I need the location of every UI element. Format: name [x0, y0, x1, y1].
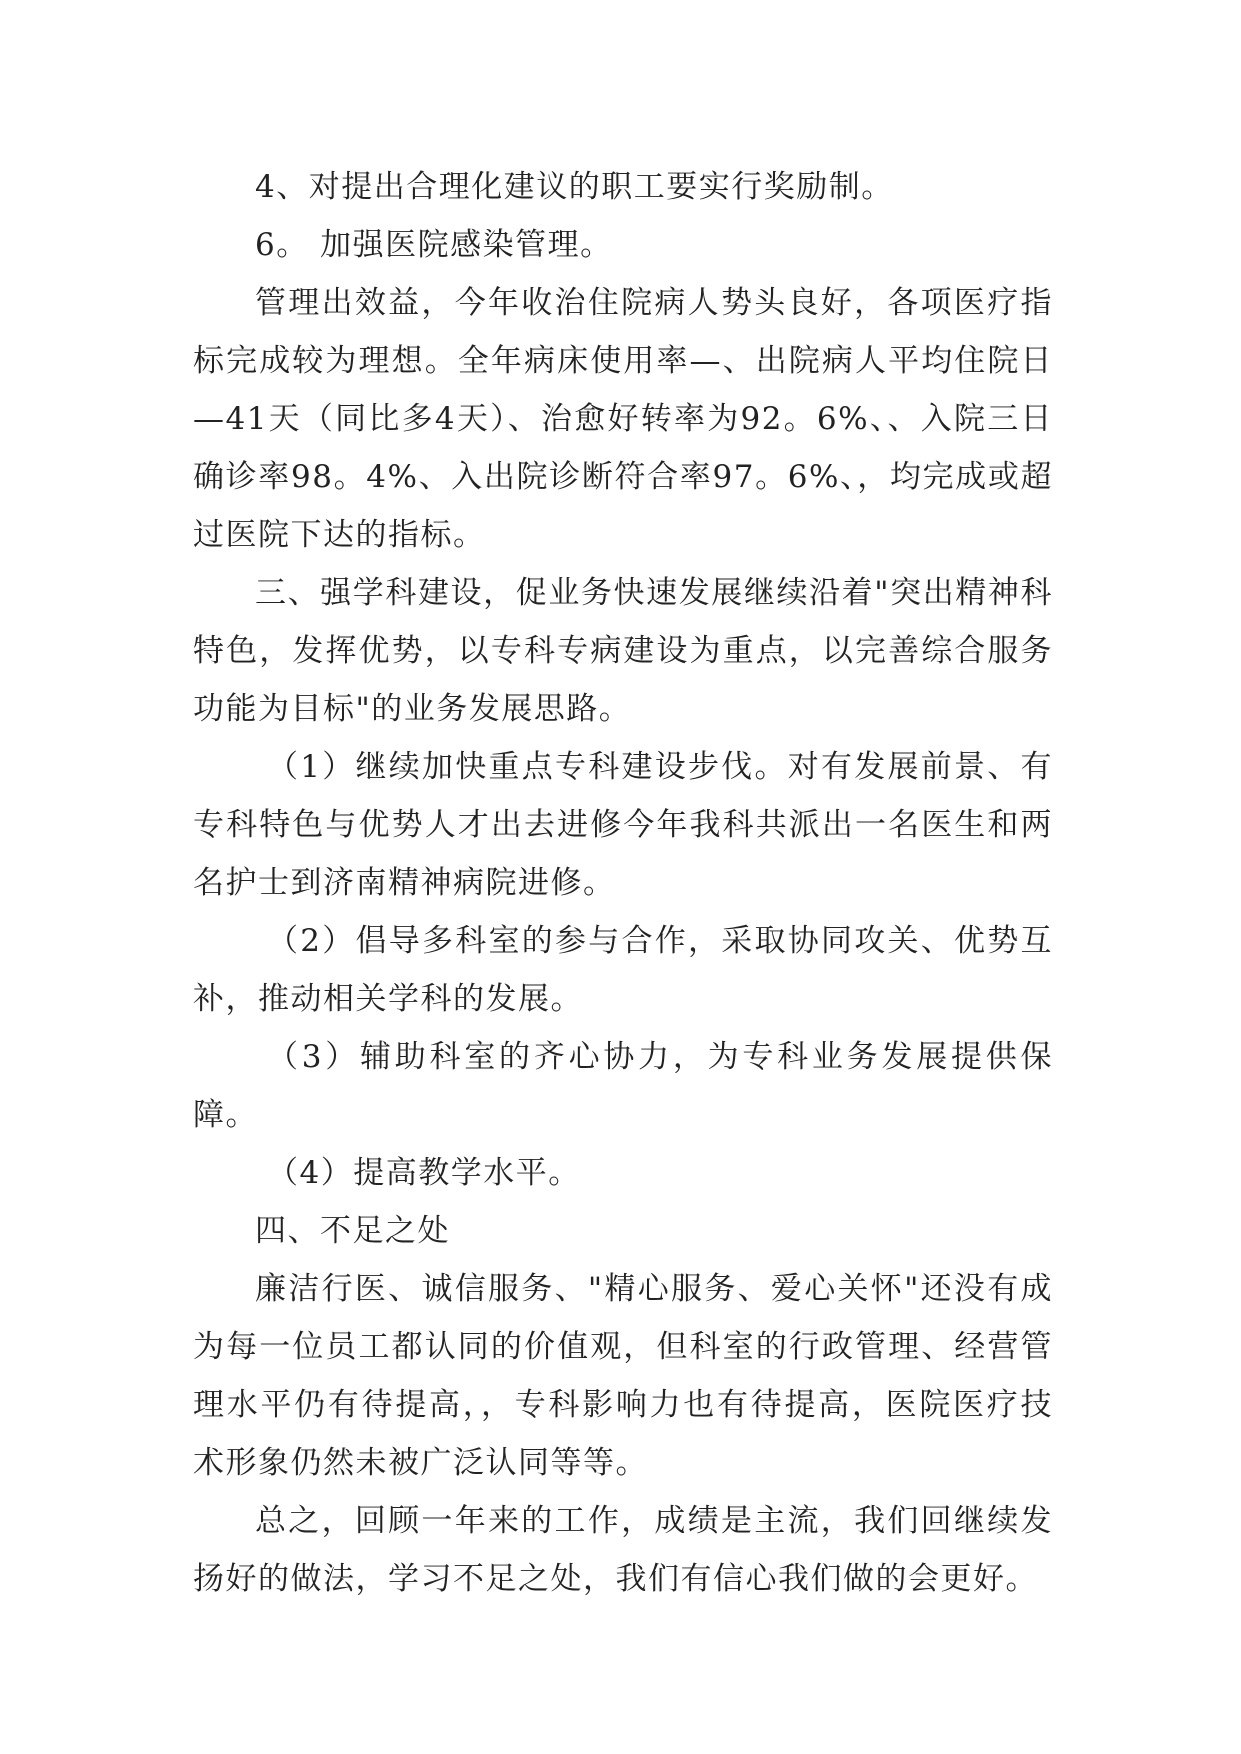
paragraph-conclusion: 总之，回顾一年来的工作，成绩是主流，我们回继续发扬好的做法，学习不足之处，我们有信心我们做的会更好。	[193, 1503, 1053, 1597]
paragraph-sub-2: （2）倡导多科室的参与合作，采取协同攻关、优势互补，推动相关学科的发展。	[193, 923, 1053, 1017]
paragraph-section-three: 三、强学科建设，促业务快速发展继续沿着"突出精神科特色，发挥优势，以专科专病建设为重点，以完善综合服务功能为目标"的业务发展思路。	[193, 575, 1053, 727]
paragraph-management-results: 管理出效益，今年收治住院病人势头良好，各项医疗指标完成较为理想。全年病床使用率—、出院病人平均住院日—41天（同比多4天）、治愈好转率为92。6%、、入院三日确诊率98。4%、入出院诊断符合率97。6%、，均完成或超过医院下达的指标。	[193, 285, 1053, 553]
paragraph-sub-3: （3）辅助科室的齐心协力，为专科业务发展提供保障。	[193, 1039, 1053, 1133]
document-body	[193, 158, 1053, 1608]
paragraph-item-6: 6。 加强医院感染管理。	[255, 227, 613, 263]
paragraph-sub-1: （1）继续加快重点专科建设步伐。对有发展前景、有专科特色与优势人才出去进修今年我科共派出一名医生和两名护士到济南精神病院进修。	[193, 749, 1053, 901]
paragraph-item-4: 4、对提出合理化建议的职工要实行奖励制。	[255, 169, 894, 205]
paragraph-sub-4: （4）提高教学水平。	[267, 1155, 581, 1191]
section-heading-four: 四、不足之处	[255, 1213, 450, 1249]
paragraph-shortcomings: 廉洁行医、诚信服务、"精心服务、爱心关怀"还没有成为每一位员工都认同的价值观，但科室的行政管理、经营管理水平仍有待提高，，专科影响力也有待提高，医院医疗技术形象仍然未被广泛认同等等。	[193, 1271, 1053, 1481]
